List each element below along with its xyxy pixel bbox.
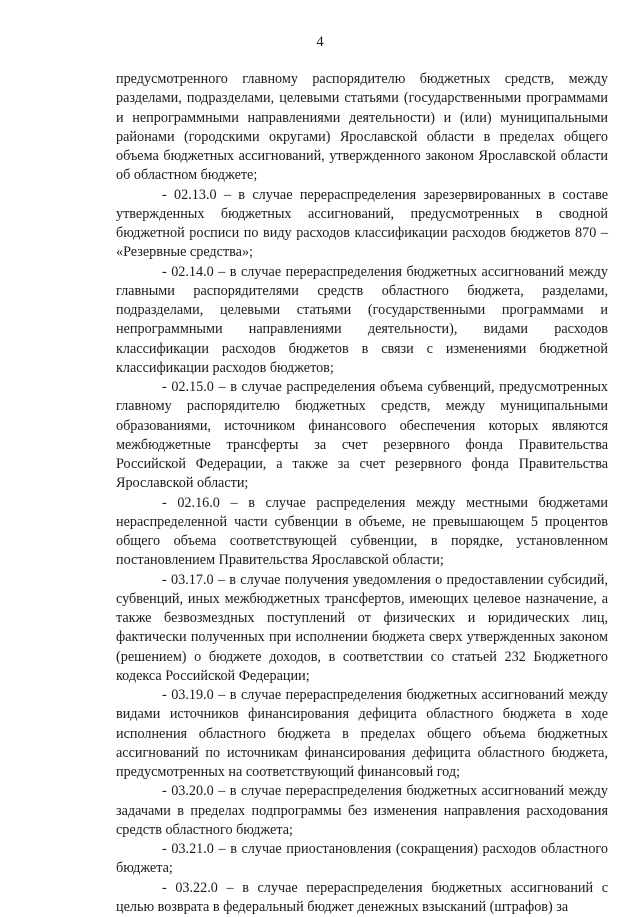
paragraph-item-03-21-0: - 03.21.0 – в случае приостановления (сокращения) расходов областного бюджета;: [116, 840, 608, 879]
paragraph-item-03-19-0: - 03.19.0 – в случае перераспределения бюджетных ассигнований между видами источников финансирования дефицита областного бюджета в ходе исполнения областного бюджета в пределах общего объема бюджетных ассигнований по источникам финансирования дефицита областного бюджета, предусмотренных на соответствующий финансовый год;: [116, 686, 608, 782]
paragraph-item-02-13-0: - 02.13.0 – в случае перераспределения зарезервированных в составе утвержденных бюджетных ассигнований, предусмотренных в сводной бюджетной росписи по виду расходов классификации расходов бюджетов 870 – «Резервные средства»;: [116, 186, 608, 263]
page-number: 4: [0, 34, 640, 51]
paragraph-item-03-17-0: - 03.17.0 – в случае получения уведомления о предоставлении субсидий, субвенций, иных межбюджетных трансфертов, имеющих целевое назначение, а также безвозмездных поступлений от физических и юридических лиц, фактически полученных при исполнении бюджета сверх утвержденных законом (решением) о бюджете доходов, в соответствии со статьей 232 Бюджетного кодекса Российской Федерации;: [116, 571, 608, 687]
paragraph-continuation: предусмотренного главному распорядителю бюджетных средств, между разделами, подразделами, целевыми статьями (государственными программами и непрограммными направлениями деятельности) и (или) муниципальными районами (городскими округами) Ярославской области в пределах общего объема бюджетных ассигнований, утвержденного законом Ярославской области об областном бюджете;: [116, 70, 608, 186]
paragraph-item-02-14-0: - 02.14.0 – в случае перераспределения бюджетных ассигнований между главными распорядителями средств областного бюджета, разделами, подразделами, целевыми статьями (государственными программами и непрограммными направлениями деятельности), видами расходов классификации расходов бюджетов в связи с изменениями бюджетной классификации расходов бюджетов;: [116, 263, 608, 379]
paragraph-item-02-15-0: - 02.15.0 – в случае распределения объема субвенций, предусмотренных главному распорядителю бюджетных средств, между муниципальными образованиями, источником финансового обеспечения которых являются межбюджетные трансферты за счет резервного фонда Правительства Российской Федерации, а также за счет резервного фонда Правительства Ярославской области;: [116, 378, 608, 494]
document-body: [116, 70, 608, 917]
paragraph-item-03-20-0: - 03.20.0 – в случае перераспределения бюджетных ассигнований между задачами в пределах подпрограммы без изменения направления расходования средств областного бюджета;: [116, 782, 608, 840]
paragraph-item-03-22-0: - 03.22.0 – в случае перераспределения бюджетных ассигнований с целью возврата в федеральный бюджет денежных взысканий (штрафов) за: [116, 879, 608, 917]
paragraph-item-02-16-0: - 02.16.0 – в случае распределения между местными бюджетами нераспределенной части субвенции в объеме, не превышающем 5 процентов общего объема соответствующей субвенции, в порядке, установленном постановлением Правительства Ярославской области;: [116, 494, 608, 571]
